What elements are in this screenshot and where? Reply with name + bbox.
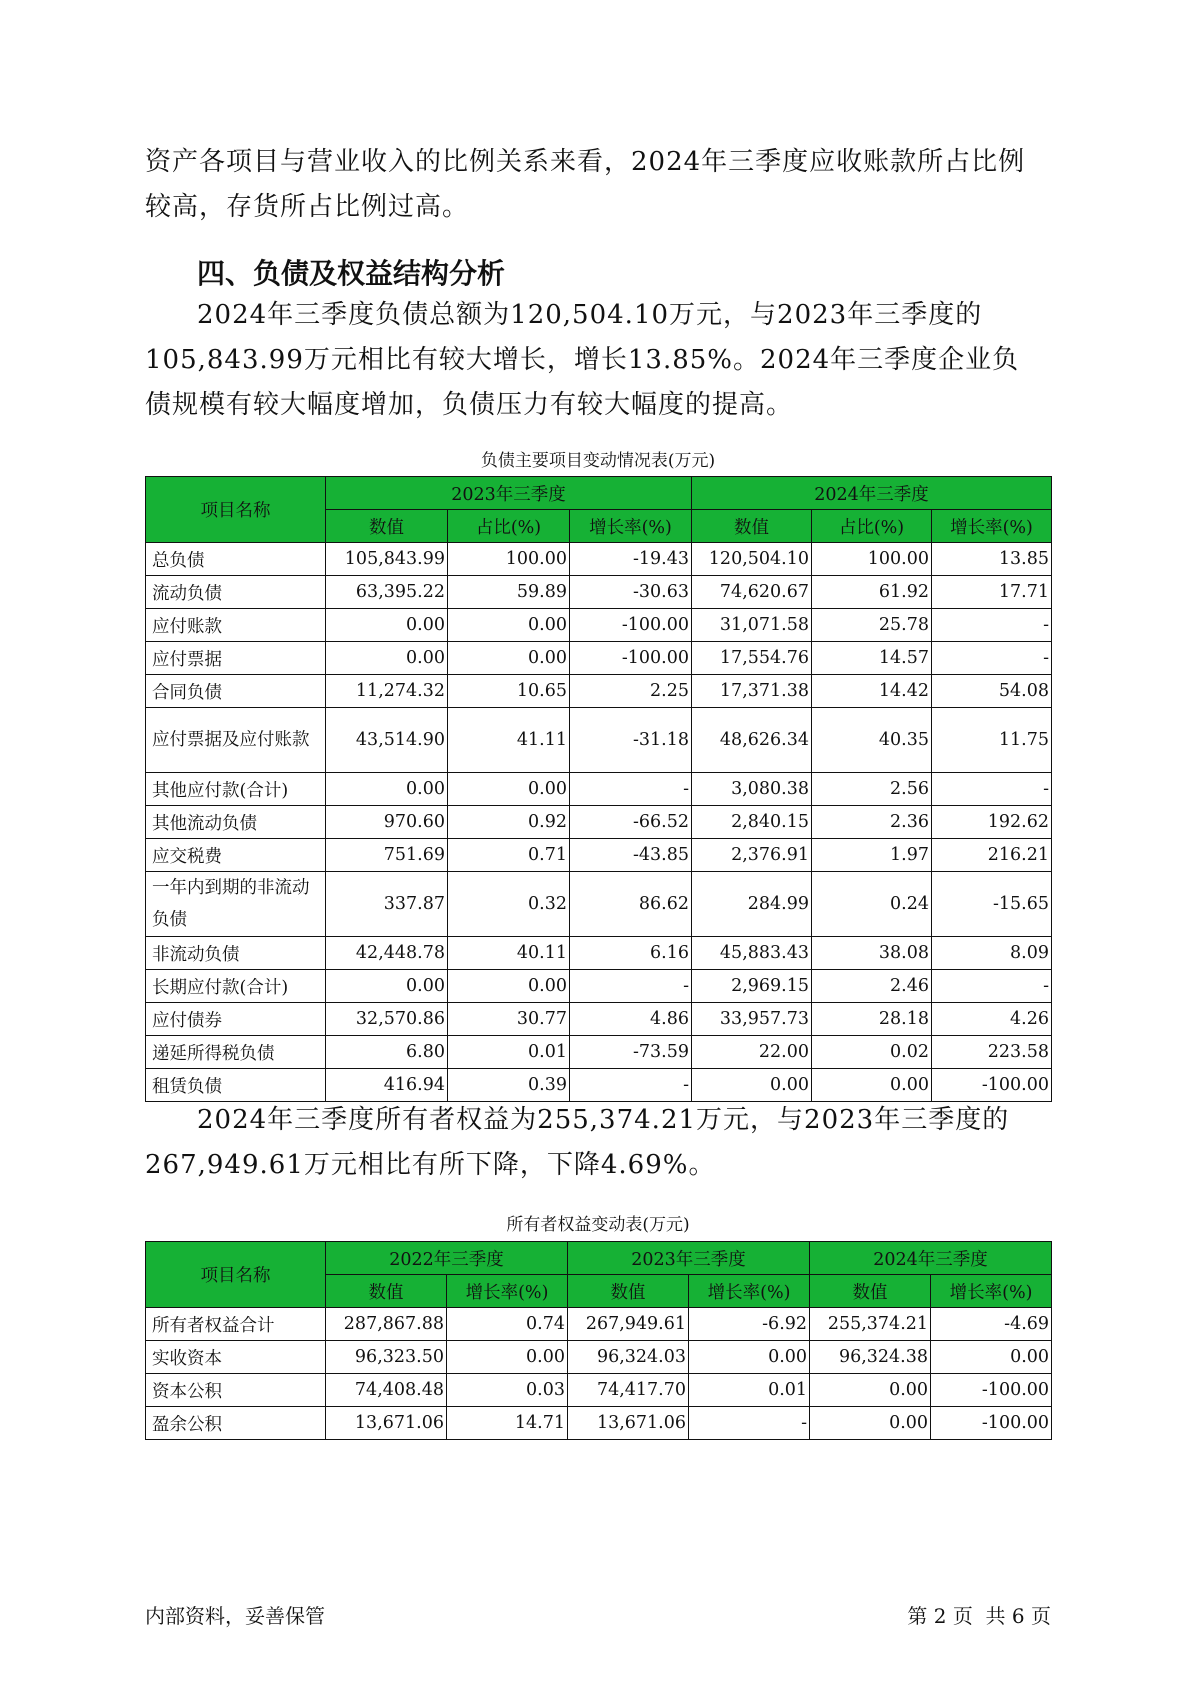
table-cell: 45,883.43 bbox=[692, 937, 812, 970]
liability-subheader: 占比(%) bbox=[812, 510, 932, 543]
equity-subheader: 增长率(%) bbox=[931, 1275, 1052, 1308]
table-cell: 43,514.90 bbox=[326, 708, 448, 773]
liability-subheader: 数值 bbox=[326, 510, 448, 543]
table-row bbox=[146, 937, 1052, 970]
table-cell: 96,323.50 bbox=[326, 1341, 447, 1374]
table-cell: - bbox=[570, 773, 692, 806]
table-cell: 40.11 bbox=[448, 937, 570, 970]
liability-subheader: 占比(%) bbox=[448, 510, 570, 543]
table-cell: 31,071.58 bbox=[692, 609, 812, 642]
paragraph-equity-summary: 2024年三季度所有者权益为255,374.21万元，与2023年三季度的267,949.61万元相比有所下降，下降4.69%。 bbox=[145, 1105, 1010, 1180]
row-label: 应付票据 bbox=[146, 642, 326, 675]
table-cell: 13.85 bbox=[932, 543, 1052, 576]
table-cell: 6.80 bbox=[326, 1036, 448, 1069]
equity-subheader: 增长率(%) bbox=[447, 1275, 568, 1308]
table-cell: - bbox=[932, 773, 1052, 806]
table-cell: 3,080.38 bbox=[692, 773, 812, 806]
table-cell: 0.71 bbox=[448, 839, 570, 872]
row-label: 应付债券 bbox=[146, 1003, 326, 1036]
table-cell: 17.71 bbox=[932, 576, 1052, 609]
footer-confidential-note: 内部资料，妥善保管 bbox=[145, 1604, 325, 1628]
equity-period-header: 2023年三季度 bbox=[568, 1242, 810, 1275]
table-cell: -73.59 bbox=[570, 1036, 692, 1069]
table-cell: 4.86 bbox=[570, 1003, 692, 1036]
table-cell: -6.92 bbox=[689, 1308, 810, 1341]
table-cell: 74,620.67 bbox=[692, 576, 812, 609]
footer-page-number: 第 2 页 共 6 页 bbox=[907, 1604, 1051, 1628]
table-cell: 0.03 bbox=[447, 1374, 568, 1407]
equity-subheader: 数值 bbox=[568, 1275, 689, 1308]
row-label: 应付票据及应付账款 bbox=[146, 708, 326, 773]
table-cell: 970.60 bbox=[326, 806, 448, 839]
equity-period-header: 2024年三季度 bbox=[810, 1242, 1052, 1275]
table-cell: - bbox=[932, 609, 1052, 642]
table-cell: 10.65 bbox=[448, 675, 570, 708]
row-label: 所有者权益合计 bbox=[146, 1308, 326, 1341]
table-cell: 32,570.86 bbox=[326, 1003, 448, 1036]
table-row bbox=[146, 609, 1052, 642]
table-cell: 48,626.34 bbox=[692, 708, 812, 773]
table-cell: 0.00 bbox=[810, 1374, 931, 1407]
table-cell: 61.92 bbox=[812, 576, 932, 609]
table-cell: 0.24 bbox=[812, 872, 932, 937]
table-cell: 96,324.38 bbox=[810, 1341, 931, 1374]
table-cell: 2,840.15 bbox=[692, 806, 812, 839]
table-cell: 751.69 bbox=[326, 839, 448, 872]
liability-subheader: 数值 bbox=[692, 510, 812, 543]
row-label: 租赁负债 bbox=[146, 1069, 326, 1102]
table-cell: -4.69 bbox=[931, 1308, 1052, 1341]
table-cell: 0.00 bbox=[326, 970, 448, 1003]
table-cell: 0.00 bbox=[326, 773, 448, 806]
table-cell: 28.18 bbox=[812, 1003, 932, 1036]
table-cell: 0.02 bbox=[812, 1036, 932, 1069]
table-cell: 120,504.10 bbox=[692, 543, 812, 576]
paragraph-asset-ratio: 资产各项目与营业收入的比例关系来看，2024年三季度应收账款所占比例较高，存货所占比例过高。 bbox=[145, 147, 1026, 222]
row-label: 合同负债 bbox=[146, 675, 326, 708]
table-cell: 22.00 bbox=[692, 1036, 812, 1069]
equity-item-header: 项目名称 bbox=[146, 1242, 326, 1308]
table-cell: 13,671.06 bbox=[568, 1407, 689, 1440]
table-cell: 0.00 bbox=[692, 1069, 812, 1102]
row-label: 非流动负债 bbox=[146, 937, 326, 970]
table-cell: - bbox=[570, 970, 692, 1003]
table-cell: 59.89 bbox=[448, 576, 570, 609]
row-label: 盈余公积 bbox=[146, 1407, 326, 1440]
table-cell: 0.01 bbox=[448, 1036, 570, 1069]
table-row bbox=[146, 1341, 1052, 1374]
table-cell: 0.00 bbox=[326, 609, 448, 642]
table-cell: 42,448.78 bbox=[326, 937, 448, 970]
table-cell: 33,957.73 bbox=[692, 1003, 812, 1036]
table-cell: 11,274.32 bbox=[326, 675, 448, 708]
table-cell: 0.00 bbox=[689, 1341, 810, 1374]
table-cell: 38.08 bbox=[812, 937, 932, 970]
table-cell: 0.00 bbox=[448, 642, 570, 675]
table-row bbox=[146, 773, 1052, 806]
row-label: 其他流动负债 bbox=[146, 806, 326, 839]
table-cell: - bbox=[570, 1069, 692, 1102]
table-cell: 0.00 bbox=[810, 1407, 931, 1440]
table-cell: 0.39 bbox=[448, 1069, 570, 1102]
table-cell: 192.62 bbox=[932, 806, 1052, 839]
table-cell: 25.78 bbox=[812, 609, 932, 642]
table-row bbox=[146, 806, 1052, 839]
liability-item-header: 项目名称 bbox=[146, 477, 326, 543]
table-row bbox=[146, 1036, 1052, 1069]
table-row bbox=[146, 1308, 1052, 1341]
equity-subheader: 数值 bbox=[810, 1275, 931, 1308]
table-cell: 223.58 bbox=[932, 1036, 1052, 1069]
table-row bbox=[146, 839, 1052, 872]
row-label: 流动负债 bbox=[146, 576, 326, 609]
table-cell: -100.00 bbox=[570, 609, 692, 642]
liability-table-caption: 负债主要项目变动情况表(万元) bbox=[480, 451, 716, 471]
table-cell: 284.99 bbox=[692, 872, 812, 937]
table-row bbox=[146, 1003, 1052, 1036]
table-cell: 255,374.21 bbox=[810, 1308, 931, 1341]
row-label: 实收资本 bbox=[146, 1341, 326, 1374]
section-heading: 四、负债及权益结构分析 bbox=[197, 257, 506, 290]
table-cell: 2,376.91 bbox=[692, 839, 812, 872]
table-cell: -30.63 bbox=[570, 576, 692, 609]
table-cell: 54.08 bbox=[932, 675, 1052, 708]
liability-subheader: 增长率(%) bbox=[570, 510, 692, 543]
table-cell: 74,417.70 bbox=[568, 1374, 689, 1407]
table-cell: 17,371.38 bbox=[692, 675, 812, 708]
table-cell: 14.42 bbox=[812, 675, 932, 708]
table-cell: -19.43 bbox=[570, 543, 692, 576]
table-cell: -100.00 bbox=[570, 642, 692, 675]
table-cell: -66.52 bbox=[570, 806, 692, 839]
equity-table bbox=[145, 1241, 1052, 1440]
table-cell: 11.75 bbox=[932, 708, 1052, 773]
table-cell: 96,324.03 bbox=[568, 1341, 689, 1374]
table-cell: 4.26 bbox=[932, 1003, 1052, 1036]
table-cell: 267,949.61 bbox=[568, 1308, 689, 1341]
table-cell: 2,969.15 bbox=[692, 970, 812, 1003]
table-cell: 14.71 bbox=[447, 1407, 568, 1440]
table-cell: 0.00 bbox=[447, 1341, 568, 1374]
table-cell: 74,408.48 bbox=[326, 1374, 447, 1407]
table-cell: -100.00 bbox=[931, 1407, 1052, 1440]
table-cell: -43.85 bbox=[570, 839, 692, 872]
table-cell: 0.00 bbox=[448, 609, 570, 642]
table-cell: 0.00 bbox=[931, 1341, 1052, 1374]
row-label: 长期应付款(合计) bbox=[146, 970, 326, 1003]
equity-table-caption: 所有者权益变动表(万元) bbox=[506, 1215, 690, 1235]
table-cell: - bbox=[932, 642, 1052, 675]
table-cell: 13,671.06 bbox=[326, 1407, 447, 1440]
table-cell: 0.01 bbox=[689, 1374, 810, 1407]
paragraph-liability-summary: 2024年三季度负债总额为120,504.10万元，与2023年三季度的105,843.99万元相比有较大增长，增长13.85%。2024年三季度企业负债规模有较大幅度增加，负债压力有较大幅度的提高。 bbox=[145, 300, 1020, 420]
table-row bbox=[146, 1069, 1052, 1102]
table-cell: 86.62 bbox=[570, 872, 692, 937]
table-cell: 2.25 bbox=[570, 675, 692, 708]
table-row bbox=[146, 576, 1052, 609]
table-cell: 0.74 bbox=[447, 1308, 568, 1341]
liability-period1-header: 2023年三季度 bbox=[326, 477, 692, 510]
table-cell: -31.18 bbox=[570, 708, 692, 773]
table-row bbox=[146, 675, 1052, 708]
row-label: 一年内到期的非流动负债 bbox=[146, 872, 326, 937]
table-cell: 14.57 bbox=[812, 642, 932, 675]
table-cell: 6.16 bbox=[570, 937, 692, 970]
equity-subheader: 数值 bbox=[326, 1275, 447, 1308]
table-cell: - bbox=[689, 1407, 810, 1440]
row-label: 其他应付款(合计) bbox=[146, 773, 326, 806]
table-cell: 416.94 bbox=[326, 1069, 448, 1102]
table-cell: 30.77 bbox=[448, 1003, 570, 1036]
table-cell: -100.00 bbox=[931, 1374, 1052, 1407]
liability-table bbox=[145, 476, 1052, 1102]
table-cell: 2.56 bbox=[812, 773, 932, 806]
row-label: 资本公积 bbox=[146, 1374, 326, 1407]
table-cell: 8.09 bbox=[932, 937, 1052, 970]
table-row bbox=[146, 1374, 1052, 1407]
row-label: 总负债 bbox=[146, 543, 326, 576]
table-cell: 100.00 bbox=[812, 543, 932, 576]
liability-period2-header: 2024年三季度 bbox=[692, 477, 1052, 510]
table-cell: 0.32 bbox=[448, 872, 570, 937]
table-cell: 105,843.99 bbox=[326, 543, 448, 576]
table-cell: 0.00 bbox=[448, 773, 570, 806]
table-row bbox=[146, 543, 1052, 576]
table-row bbox=[146, 642, 1052, 675]
table-cell: 0.92 bbox=[448, 806, 570, 839]
row-label: 应付账款 bbox=[146, 609, 326, 642]
table-cell: - bbox=[932, 970, 1052, 1003]
table-cell: 100.00 bbox=[448, 543, 570, 576]
table-cell: 1.97 bbox=[812, 839, 932, 872]
table-cell: 216.21 bbox=[932, 839, 1052, 872]
row-label: 递延所得税负债 bbox=[146, 1036, 326, 1069]
table-row bbox=[146, 970, 1052, 1003]
table-cell: 0.00 bbox=[812, 1069, 932, 1102]
table-cell: 0.00 bbox=[448, 970, 570, 1003]
table-cell: 2.46 bbox=[812, 970, 932, 1003]
row-label: 应交税费 bbox=[146, 839, 326, 872]
table-cell: 17,554.76 bbox=[692, 642, 812, 675]
table-cell: -15.65 bbox=[932, 872, 1052, 937]
liability-subheader: 增长率(%) bbox=[932, 510, 1052, 543]
equity-subheader: 增长率(%) bbox=[689, 1275, 810, 1308]
table-cell: 0.00 bbox=[326, 642, 448, 675]
table-row bbox=[146, 708, 1052, 773]
table-cell: 41.11 bbox=[448, 708, 570, 773]
table-row bbox=[146, 872, 1052, 937]
table-row bbox=[146, 1407, 1052, 1440]
table-cell: 63,395.22 bbox=[326, 576, 448, 609]
table-cell: -100.00 bbox=[932, 1069, 1052, 1102]
equity-period-header: 2022年三季度 bbox=[326, 1242, 568, 1275]
table-cell: 337.87 bbox=[326, 872, 448, 937]
table-cell: 287,867.88 bbox=[326, 1308, 447, 1341]
table-cell: 40.35 bbox=[812, 708, 932, 773]
table-cell: 2.36 bbox=[812, 806, 932, 839]
